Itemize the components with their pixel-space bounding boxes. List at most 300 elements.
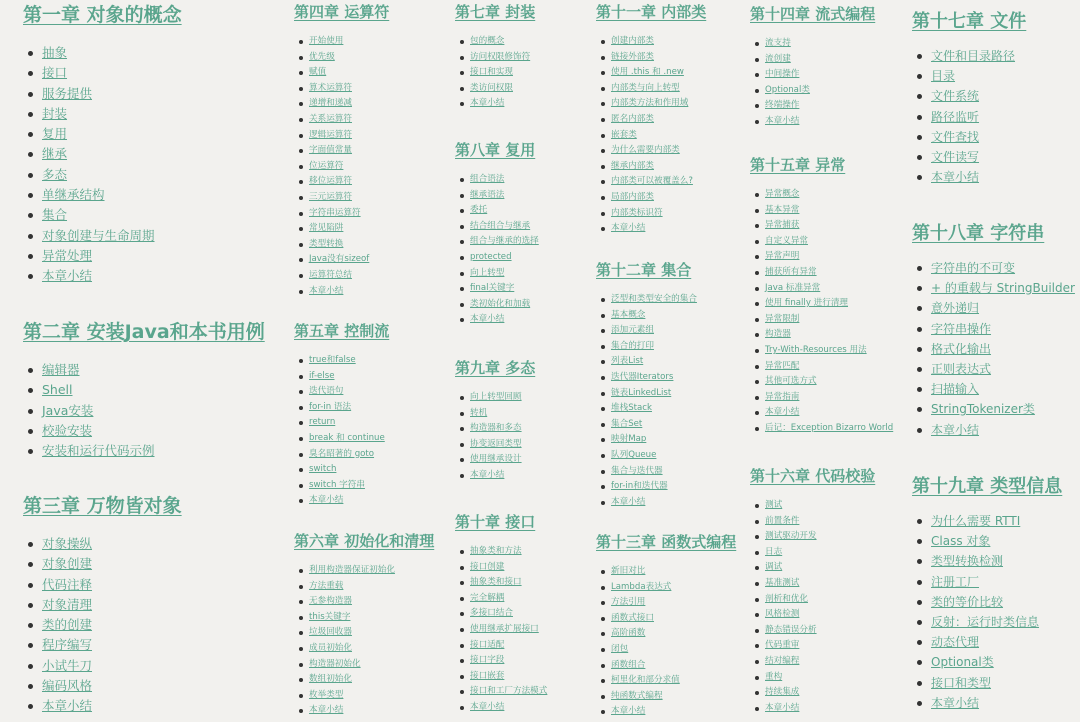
section-link[interactable]: 局部内部类 <box>611 191 654 202</box>
section-item <box>309 81 389 97</box>
section-link[interactable]: 代码注释 <box>42 576 93 592</box>
section-link[interactable]: final关键字 <box>470 283 515 294</box>
section-item <box>42 226 182 246</box>
section-link[interactable]: 嵌套类 <box>611 129 637 140</box>
section-link[interactable]: 流支持 <box>765 38 791 48</box>
section-item <box>470 188 539 204</box>
section-link[interactable]: 算术运算符 <box>309 82 352 93</box>
section-item <box>309 563 434 579</box>
section-link[interactable]: 本章小结 <box>931 422 980 437</box>
section-item <box>309 431 389 447</box>
section-link[interactable]: Optional类 <box>931 655 994 670</box>
section-link[interactable]: 单继承结构 <box>42 187 105 203</box>
section-item <box>42 401 265 421</box>
section-link[interactable]: for-in和迭代器 <box>611 481 668 492</box>
section-link[interactable]: break 和 continue <box>309 432 385 443</box>
section-item <box>765 359 893 375</box>
chapter-title[interactable]: 第七章 封装 <box>455 3 536 21</box>
section-item <box>765 545 875 561</box>
section-link[interactable]: switch <box>309 464 337 475</box>
chapter-title[interactable]: 第十八章 字符串 <box>912 223 1045 244</box>
section-link[interactable]: 数组初始化 <box>309 674 352 685</box>
chapter-title[interactable]: 第八章 复用 <box>455 141 536 159</box>
section-link[interactable]: 列表List <box>611 356 644 367</box>
section-list <box>611 292 697 510</box>
section-link[interactable]: 复用 <box>42 126 68 142</box>
chapter-title[interactable]: 第一章 对象的概念 <box>23 4 182 26</box>
section-link[interactable]: 本章小结 <box>931 170 980 185</box>
section-link[interactable]: 位运算符 <box>309 160 344 171</box>
section-link[interactable]: 集合的打印 <box>611 340 654 351</box>
section-link[interactable]: 迭代语句 <box>309 386 344 397</box>
section-item <box>611 658 736 674</box>
section-link[interactable]: 中间操作 <box>765 69 800 80</box>
section-link[interactable]: 集合与迭代器 <box>611 465 663 476</box>
section-item <box>931 107 1026 127</box>
section-link[interactable]: 字符串操作 <box>931 321 992 336</box>
section-link[interactable]: 添加元素组 <box>611 325 654 336</box>
section-link[interactable]: 静态错误分析 <box>765 624 817 635</box>
section-link[interactable]: 本章小结 <box>309 705 344 716</box>
section-link[interactable]: 自定义异常 <box>765 235 808 246</box>
section-link[interactable]: 代码重审 <box>765 640 800 651</box>
section-link[interactable]: 泛型和类型安全的集合 <box>611 294 697 304</box>
section-link[interactable]: 字符串运算符 <box>309 207 361 218</box>
section-item <box>309 159 389 175</box>
section-link[interactable]: 无参构造器 <box>309 596 352 607</box>
section-link[interactable]: 其他可选方式 <box>765 376 817 387</box>
section-link[interactable]: 类访问权限 <box>470 82 513 93</box>
section-item <box>470 669 547 685</box>
chapter-title[interactable]: 第十七章 文件 <box>912 11 1027 32</box>
section-link[interactable]: 组合与继承的选择 <box>470 236 539 247</box>
section-link[interactable]: 本章小结 <box>309 285 344 296</box>
chapter-14 <box>750 4 875 130</box>
section-link[interactable]: 方法引用 <box>611 597 646 608</box>
section-item <box>309 672 434 688</box>
section-link[interactable]: 构造器和多态 <box>470 423 522 434</box>
section-item <box>611 401 697 417</box>
chapter-title[interactable]: 第十二章 集合 <box>596 261 692 279</box>
chapter-18 <box>912 222 1075 440</box>
section-link[interactable]: StringTokenizer类 <box>931 402 1035 417</box>
section-link[interactable]: 对象操纵 <box>42 536 93 551</box>
section-link[interactable]: 使用继承设计 <box>470 454 522 465</box>
section-link[interactable]: 纯函数式编程 <box>611 690 663 701</box>
section-link[interactable]: 链表LinkedList <box>611 387 672 398</box>
section-link[interactable]: 本章小结 <box>611 496 646 507</box>
section-item <box>931 572 1062 592</box>
section-item <box>309 478 389 494</box>
section-link[interactable]: 转机 <box>470 407 488 418</box>
section-link[interactable]: 前置条件 <box>765 515 800 526</box>
section-item <box>765 374 893 390</box>
section-link[interactable]: 本章小结 <box>470 701 505 712</box>
section-link[interactable]: 赋值 <box>309 67 327 78</box>
section-link[interactable]: 迭代器Iterators <box>611 371 674 382</box>
section-link[interactable]: 映射Map <box>611 434 647 445</box>
section-link[interactable]: 字符串的不可变 <box>931 261 1016 275</box>
section-link[interactable]: Class 对象 <box>931 534 991 549</box>
section-item <box>470 638 547 654</box>
section-link[interactable]: return <box>309 417 336 428</box>
section-item <box>42 421 265 441</box>
section-link[interactable]: 接口和工厂方法模式 <box>470 686 548 697</box>
section-link[interactable]: 优先级 <box>309 51 335 62</box>
section-link[interactable]: 本章小结 <box>931 695 980 710</box>
section-link[interactable]: 接口和实现 <box>470 67 513 78</box>
section-item <box>611 308 697 324</box>
section-link[interactable]: 使用 .this 和 .new <box>611 67 684 78</box>
section-list <box>309 353 389 509</box>
chapter-2 <box>23 320 265 461</box>
section-link[interactable]: 注册工厂 <box>931 574 980 589</box>
section-link[interactable]: 异常概念 <box>765 189 800 199</box>
section-item <box>42 595 182 615</box>
section-link[interactable]: 类型转换检测 <box>931 554 1004 569</box>
section-link[interactable]: 小试牛刀 <box>42 657 93 673</box>
section-link[interactable]: 类型转换 <box>309 238 344 249</box>
section-link[interactable]: true和false <box>309 355 356 365</box>
section-link[interactable]: 基本异常 <box>765 204 800 215</box>
section-link[interactable]: 异常处理 <box>42 247 93 263</box>
section-link[interactable]: 常见陷阱 <box>309 223 344 234</box>
section-link[interactable]: 重构 <box>765 671 783 682</box>
section-item <box>42 266 182 286</box>
section-link[interactable]: 风格检测 <box>765 609 800 620</box>
section-link[interactable]: for-in 语法 <box>309 401 352 412</box>
section-link[interactable]: 抽象类和接口 <box>470 577 522 588</box>
section-link[interactable]: 意外递归 <box>931 301 980 316</box>
section-link[interactable]: 调试 <box>765 562 783 573</box>
section-list <box>470 34 535 112</box>
section-link[interactable]: 递增和递减 <box>309 98 352 109</box>
section-link[interactable]: 内部类标识符 <box>611 207 663 218</box>
section-item <box>611 65 706 81</box>
section-link[interactable]: Shell <box>42 382 73 398</box>
chapter-title[interactable]: 第四章 运算符 <box>294 3 390 21</box>
section-link[interactable]: 使用继承扩展接口 <box>470 623 539 634</box>
chapter-title[interactable]: 第十章 接口 <box>455 513 536 531</box>
chapter-11 <box>596 2 706 237</box>
section-link[interactable]: 本章小结 <box>309 495 344 506</box>
section-link[interactable]: 剖析和优化 <box>765 593 808 604</box>
section-link[interactable]: 枚举类型 <box>309 689 344 700</box>
section-item <box>765 654 875 670</box>
chapter-title[interactable]: 第九章 多态 <box>455 359 536 377</box>
chapter-6 <box>294 531 434 719</box>
section-link[interactable]: switch 字符串 <box>309 479 365 490</box>
section-item <box>611 206 706 222</box>
section-item <box>611 704 736 720</box>
section-link[interactable]: 创建内部类 <box>611 36 654 46</box>
section-link[interactable]: Java 标准异常 <box>765 282 821 293</box>
section-item <box>931 379 1075 399</box>
section-link[interactable]: 服务提供 <box>42 85 93 101</box>
section-link[interactable]: 协变返回类型 <box>470 438 522 449</box>
section-link[interactable]: 动态代理 <box>931 635 980 650</box>
section-link[interactable]: 对象创建与生命周期 <box>42 227 155 243</box>
section-item <box>611 595 736 611</box>
section-item <box>309 625 434 641</box>
section-link[interactable]: 移位运算符 <box>309 176 352 187</box>
section-link[interactable]: 队列Queue <box>611 449 657 460</box>
section-link[interactable]: this关键字 <box>309 611 351 622</box>
section-link[interactable]: 闭包 <box>611 643 629 654</box>
section-link[interactable]: 后记：Exception Bizarro World <box>765 422 894 433</box>
section-link[interactable]: 基准测试 <box>765 577 800 588</box>
section-item <box>309 641 434 657</box>
section-link[interactable]: 垃圾回收器 <box>309 627 352 638</box>
section-link[interactable]: 日志 <box>765 546 783 557</box>
chapter-title[interactable]: 第十九章 类型信息 <box>912 476 1063 497</box>
section-link[interactable]: 程序编写 <box>42 637 93 653</box>
chapter-title[interactable]: 第六章 初始化和清理 <box>294 532 435 550</box>
section-link[interactable]: 本章小结 <box>765 702 800 713</box>
section-link[interactable]: 本章小结 <box>42 268 93 284</box>
section-link[interactable]: 构造器 <box>765 329 791 340</box>
section-item <box>470 390 535 406</box>
section-item <box>931 551 1062 571</box>
section-item <box>470 452 535 468</box>
section-link[interactable]: 为什么需要内部类 <box>611 145 680 156</box>
section-link[interactable]: 文件查找 <box>931 129 980 144</box>
section-link[interactable]: 异常捕获 <box>765 220 800 231</box>
section-link[interactable]: 结合组合与继承 <box>470 220 531 231</box>
section-link[interactable]: 函数组合 <box>611 659 646 670</box>
section-item <box>309 34 389 50</box>
section-link[interactable]: 本章小结 <box>765 407 800 418</box>
section-item <box>765 701 875 717</box>
section-item <box>931 592 1062 612</box>
section-link[interactable]: protected <box>470 251 512 262</box>
section-link[interactable]: 方法重载 <box>309 580 344 591</box>
section-item <box>42 676 182 696</box>
section-link[interactable]: Java没有sizeof <box>309 254 370 265</box>
section-link[interactable]: 对象创建 <box>42 556 93 572</box>
section-link[interactable]: 臭名昭著的 goto <box>309 448 375 459</box>
section-link[interactable]: Optional类 <box>765 84 810 95</box>
section-link[interactable]: 终端操作 <box>765 100 800 111</box>
section-link[interactable]: 抽象 <box>42 45 68 60</box>
chapter-title[interactable]: 第十五章 异常 <box>750 156 846 174</box>
section-link[interactable]: Try-With-Resources 用法 <box>765 344 867 355</box>
section-link[interactable]: 捕获所有异常 <box>765 266 817 277</box>
chapter-title[interactable]: 第十四章 流式编程 <box>750 5 876 23</box>
section-item <box>765 390 893 406</box>
section-link[interactable]: 包的概念 <box>470 36 505 46</box>
section-link[interactable]: 结对编程 <box>765 655 800 666</box>
section-link[interactable]: 编码风格 <box>42 678 93 694</box>
section-link[interactable]: 异常声明 <box>765 251 800 262</box>
section-link[interactable]: 集合 <box>42 207 68 223</box>
section-item <box>309 221 389 237</box>
section-link[interactable]: 利用构造器保证初始化 <box>309 565 395 575</box>
section-link[interactable]: 本章小结 <box>470 469 505 480</box>
section-list <box>931 258 1075 440</box>
section-link[interactable]: 封装 <box>42 105 68 121</box>
section-list <box>931 511 1062 713</box>
section-item <box>309 190 389 206</box>
section-item <box>42 84 182 104</box>
section-link[interactable]: 继承内部类 <box>611 160 654 171</box>
section-link[interactable]: Lambda表达式 <box>611 581 672 592</box>
section-item <box>309 493 389 509</box>
section-link[interactable]: 委托 <box>470 205 488 216</box>
section-link[interactable]: 高阶函数 <box>611 628 646 639</box>
section-item <box>765 405 893 421</box>
chapter-9 <box>455 358 535 484</box>
section-item <box>765 670 875 686</box>
section-item <box>611 580 736 596</box>
section-link[interactable]: 接口适配 <box>470 639 505 650</box>
section-link[interactable]: 集合Set <box>611 418 643 429</box>
chapter-title[interactable]: 第十一章 内部类 <box>596 3 707 21</box>
section-item <box>765 592 875 608</box>
section-link[interactable]: 异常限制 <box>765 313 800 324</box>
section-link[interactable]: 本章小结 <box>470 314 505 325</box>
section-link[interactable]: 编辑器 <box>42 362 80 377</box>
section-item <box>931 127 1026 147</box>
section-link[interactable]: Java安装 <box>42 402 94 418</box>
section-item <box>611 143 706 159</box>
section-link[interactable]: 格式化输出 <box>931 341 992 356</box>
section-link[interactable]: 关系运算符 <box>309 113 352 124</box>
section-link[interactable]: 接口 <box>42 65 68 81</box>
section-link[interactable]: 向上转型 <box>470 267 505 278</box>
section-link[interactable]: 成员初始化 <box>309 642 352 653</box>
section-link[interactable]: 内部类可以被覆盖么? <box>611 176 693 187</box>
section-item <box>42 441 265 461</box>
section-list <box>470 172 539 328</box>
chapter-title[interactable]: 第三章 万物皆对象 <box>23 495 182 517</box>
section-link[interactable]: 本章小结 <box>765 115 800 126</box>
chapter-title[interactable]: 第十六章 代码校验 <box>750 467 876 485</box>
section-link[interactable]: 继承语法 <box>470 189 505 200</box>
chapter-title[interactable]: 第五章 控制流 <box>294 322 390 340</box>
chapter-5 <box>294 321 389 509</box>
section-item <box>309 65 389 81</box>
section-item <box>611 81 706 97</box>
section-item <box>309 400 389 416</box>
section-link[interactable]: 开始使用 <box>309 36 344 46</box>
section-item <box>931 531 1062 551</box>
section-link[interactable]: 本章小结 <box>42 698 93 714</box>
section-item <box>42 124 182 144</box>
chapter-8 <box>455 140 539 328</box>
section-link[interactable]: 接口和类型 <box>931 675 992 690</box>
section-link[interactable]: 构造器初始化 <box>309 658 361 669</box>
section-link[interactable]: 三元运算符 <box>309 191 352 202</box>
section-link[interactable]: 运算符总结 <box>309 269 352 280</box>
section-item <box>611 448 697 464</box>
section-link[interactable]: 反射：运行时类信息 <box>931 614 1040 629</box>
section-link[interactable]: 异常匹配 <box>765 360 800 371</box>
section-link[interactable]: 测试 <box>765 500 783 510</box>
section-item <box>309 657 434 673</box>
section-link[interactable]: 内部类方法和作用域 <box>611 98 689 109</box>
chapter-title[interactable]: 第二章 安装Java和本书用例 <box>23 321 265 343</box>
section-link[interactable]: 字面值常量 <box>309 145 352 156</box>
section-link[interactable]: 对象清理 <box>42 596 93 612</box>
section-item <box>611 386 697 402</box>
section-link[interactable]: 堆栈Stack <box>611 403 652 414</box>
section-link[interactable]: 扫描输入 <box>931 382 980 397</box>
section-link[interactable]: 完全解耦 <box>470 592 505 603</box>
section-link[interactable]: 本章小结 <box>611 223 646 234</box>
section-item <box>470 266 539 282</box>
section-link[interactable]: 访问权限修饰符 <box>470 51 531 62</box>
section-link[interactable]: 流创建 <box>765 53 791 64</box>
section-item <box>611 190 706 206</box>
section-link[interactable]: + 的重载与 StringBuilder <box>931 281 1075 296</box>
section-link[interactable]: 匿名内部类 <box>611 113 654 124</box>
section-link[interactable]: 路径监听 <box>931 109 980 124</box>
section-link[interactable]: 文件和目录路径 <box>931 49 1016 63</box>
section-item <box>470 606 547 622</box>
section-item <box>611 112 706 128</box>
section-item <box>765 685 875 701</box>
section-link[interactable]: 抽象类和方法 <box>470 546 522 556</box>
section-link[interactable]: 内部类与向上转型 <box>611 82 680 93</box>
section-link[interactable]: 逻辑运算符 <box>309 129 352 140</box>
section-link[interactable]: 柯里化和部分求值 <box>611 675 680 686</box>
section-item <box>931 298 1075 318</box>
section-item <box>42 63 182 83</box>
section-link[interactable]: 链接外部类 <box>611 51 654 62</box>
section-item <box>470 684 547 700</box>
section-link[interactable]: 基本概念 <box>611 309 646 320</box>
section-link[interactable]: 类的等价比较 <box>931 594 1004 609</box>
section-link[interactable]: 异常指南 <box>765 391 800 402</box>
section-link[interactable]: 新旧对比 <box>611 566 646 576</box>
section-link[interactable]: 继承 <box>42 146 68 162</box>
section-item <box>931 673 1062 693</box>
section-item <box>931 258 1075 278</box>
section-link[interactable]: 函数式接口 <box>611 612 654 623</box>
section-link[interactable]: 测试驱动开发 <box>765 531 817 542</box>
chapter-title[interactable]: 第十三章 函数式编程 <box>596 533 737 551</box>
section-link[interactable]: 类的创建 <box>42 617 93 633</box>
section-link[interactable]: 本章小结 <box>470 98 505 109</box>
section-link[interactable]: 目录 <box>931 69 956 84</box>
section-link[interactable]: 组合语法 <box>470 174 505 184</box>
section-link[interactable]: 向上转型回顾 <box>470 392 522 402</box>
section-link[interactable]: 安装和运行代码示例 <box>42 443 155 459</box>
section-link[interactable]: 正则表达式 <box>931 361 992 376</box>
section-link[interactable]: if-else <box>309 370 335 381</box>
section-link[interactable]: 接口嵌套 <box>470 670 505 681</box>
section-link[interactable]: 为什么需要 RTTI <box>931 514 1021 528</box>
section-list <box>931 46 1026 187</box>
section-item <box>611 128 706 144</box>
section-link[interactable]: 接口创建 <box>470 561 505 572</box>
section-item <box>765 265 893 281</box>
section-link[interactable]: 文件系统 <box>931 89 980 104</box>
section-link[interactable]: 多态 <box>42 166 68 182</box>
section-link[interactable]: 类初始化和加载 <box>470 298 531 309</box>
section-link[interactable]: 接口字段 <box>470 655 505 666</box>
section-link[interactable]: 校验安装 <box>42 422 93 438</box>
section-link[interactable]: 文件读写 <box>931 149 980 164</box>
section-item <box>931 167 1026 187</box>
section-item <box>931 693 1062 713</box>
section-item <box>309 112 389 128</box>
section-link[interactable]: 使用 finally 进行清理 <box>765 298 849 309</box>
section-link[interactable]: 本章小结 <box>611 706 646 717</box>
section-link[interactable]: 持续集成 <box>765 687 800 698</box>
section-link[interactable]: 多接口结合 <box>470 608 513 619</box>
